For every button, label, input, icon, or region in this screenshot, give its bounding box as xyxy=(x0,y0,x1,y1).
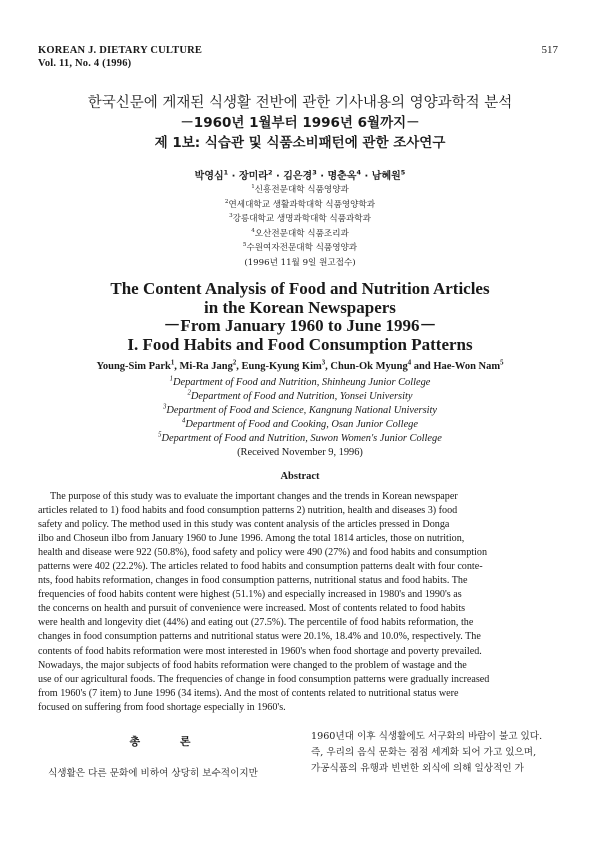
english-affiliation: $^1$Department of Food and Nutrition, Shinheung Junior College xyxy=(169,375,431,388)
english-affiliation: $^4$Department of Food and Cooking, Osan Junior College xyxy=(182,417,418,430)
english-author: Eung-Kyung Kim$^3$, xyxy=(241,359,331,372)
english-affiliation: $^2$Department of Food and Nutrition, Yonsei University xyxy=(187,389,413,402)
korean-affiliation: $^5$수원여자전문대학 식품영양과 xyxy=(242,242,358,253)
abstract-line: health and disease were 922 (50.8%), food safety and policy were 490 (27%) and food habits and consumption xyxy=(38,547,488,559)
korean-title-main: 한국신문에 게재된 식생활 전반에 관한 기사내용의 영양과학적 분석 xyxy=(87,95,513,111)
english-author: Hae-Won Nam$^5$ xyxy=(433,359,504,372)
korean-author: 남혜원$^5$ xyxy=(371,168,406,182)
english-affiliations xyxy=(0,376,600,460)
body-line: 즉, 우리의 음식 문화는 점점 세계화 되어 가고 있으며, xyxy=(311,747,537,758)
english-title-line: The Content Analysis of Food and Nutrition Articles xyxy=(110,279,490,298)
journal-volume: Vol. 11, No. 4 (1996) xyxy=(38,58,132,69)
abstract-line: changes in food consumption patterns and nutritional status were 20.1%, 18.4% and 10.0%, respectively. The xyxy=(38,631,481,643)
abstract-heading: Abstract xyxy=(280,471,320,482)
korean-affiliations xyxy=(0,183,600,270)
abstract-line: safety and policy. The method used in this study was content analysis of the articles pressed in Donga xyxy=(38,519,450,531)
english-title-block xyxy=(0,280,600,354)
english-title-period: －From January 1960 to June 1996－ xyxy=(163,316,437,335)
korean-title-period: －1960년 1월부터 1996년 6월까지－ xyxy=(180,115,420,131)
abstract-line: frequencies of food habits content were highest (51.1%) and especially increased in 1980's and 1990's as xyxy=(38,589,462,601)
abstract-line: patterns were 402 (22.2%). The articles related to food habits and consumption patterns dealt with four conte- xyxy=(38,561,483,573)
abstract-line: the concerns on health and pursuit of convenience were increased. Most of contents related to food habits xyxy=(38,603,466,615)
abstract-line: The purpose of this study was to evaluate the important changes and the trends in Korean newspaper xyxy=(50,491,458,502)
english-affiliation: $^5$Department of Food and Nutrition, Suwon Women's Junior College xyxy=(158,431,442,444)
abstract-line: articles related to 1) food habits and food consumption patterns 2) nutrition, health and diseases 3) food xyxy=(38,505,458,517)
korean-author: 김은경$^3$ · xyxy=(283,168,328,182)
abstract-line: Nowadays, the major subjects of food habits reformation were changed to the problem of wastage and the xyxy=(38,659,467,671)
abstract-line: nts, food habits reformation, changes in food consumption patterns, nutritional status and food habits. The xyxy=(38,575,468,587)
korean-affiliation: $^1$신흥전문대학 식품영양과 xyxy=(251,184,349,195)
journal-header xyxy=(38,44,202,70)
english-title-subtitle: I. Food Habits and Food Consumption Patterns xyxy=(127,334,473,354)
abstract-text xyxy=(38,490,562,715)
journal-name: KOREAN J. DIETARY CULTURE xyxy=(38,45,203,56)
korean-author: 장미라$^2$ · xyxy=(238,168,284,182)
body-line: 식생활은 다른 문화에 비하여 상당히 보수적이지만 xyxy=(48,768,258,779)
korean-received-date: (1996년 11월 9일 원고접수) xyxy=(244,257,356,268)
english-received-date: (Received November 9, 1996) xyxy=(237,447,363,458)
korean-author: 명춘옥$^4$ · xyxy=(327,168,372,182)
section-heading-introduction: 총 론 xyxy=(129,735,209,748)
korean-affiliation: $^4$오산전문대학 식품조리과 xyxy=(251,227,349,239)
page-number: 517 xyxy=(541,44,558,56)
abstract-line: ilbo and Choseun ilbo from January 1960 to June 1996. Among the total 1814 articles, those on nutrition, xyxy=(38,533,465,545)
korean-author: 박영심$^1$ · xyxy=(194,168,239,182)
korean-author-list xyxy=(0,167,600,182)
korean-title-subtitle: 제 1보: 식습관 및 식품소비패턴에 관한 조사연구 xyxy=(154,135,446,151)
abstract-line: contents of food habits reformation were most interested in 1960's when food shortage and poverty prevailed. xyxy=(38,645,482,657)
korean-affiliation: $^2$연세대학교 생활과학대학 식품영양학과 xyxy=(224,198,376,210)
body-line: 가공식품의 유행과 빈번한 외식에 의해 일상적인 가 xyxy=(311,763,524,774)
english-title-line: in the Korean Newspapers xyxy=(204,297,396,317)
abstract-line: use of our agricultural foods. The frequencies of change in food consumption patterns were gradually increased xyxy=(38,673,490,685)
english-author: Young-Sim Park$^1$, xyxy=(96,359,180,372)
body-column-left xyxy=(38,766,300,782)
korean-affiliation: $^3$강릉대학교 생명과학대학 식품과학과 xyxy=(229,213,371,224)
korean-title-block xyxy=(0,93,600,153)
english-author: Mi-Ra Jang$^2$, xyxy=(179,359,242,372)
english-author: Chun-Ok Myung$^4$ and xyxy=(330,359,434,372)
body-column-right xyxy=(311,729,563,777)
body-line: 1960년대 이후 식생활에도 서구화의 바람이 불고 있다. xyxy=(311,731,543,742)
abstract-line: from 1960's (7 item) to June 1996 (34 items). And the most of contents related to nutritional status were xyxy=(38,687,459,699)
abstract-line: focused on suffering from food shortage especially in 1960's. xyxy=(38,701,286,713)
english-affiliation: $^3$Department of Food and Science, Kangnung National University xyxy=(162,403,438,416)
abstract-line: were health and longevity diet (44%) and eating out (27.5%). The percentile of food habits reformation, the xyxy=(38,617,474,629)
english-author-list xyxy=(0,361,600,372)
